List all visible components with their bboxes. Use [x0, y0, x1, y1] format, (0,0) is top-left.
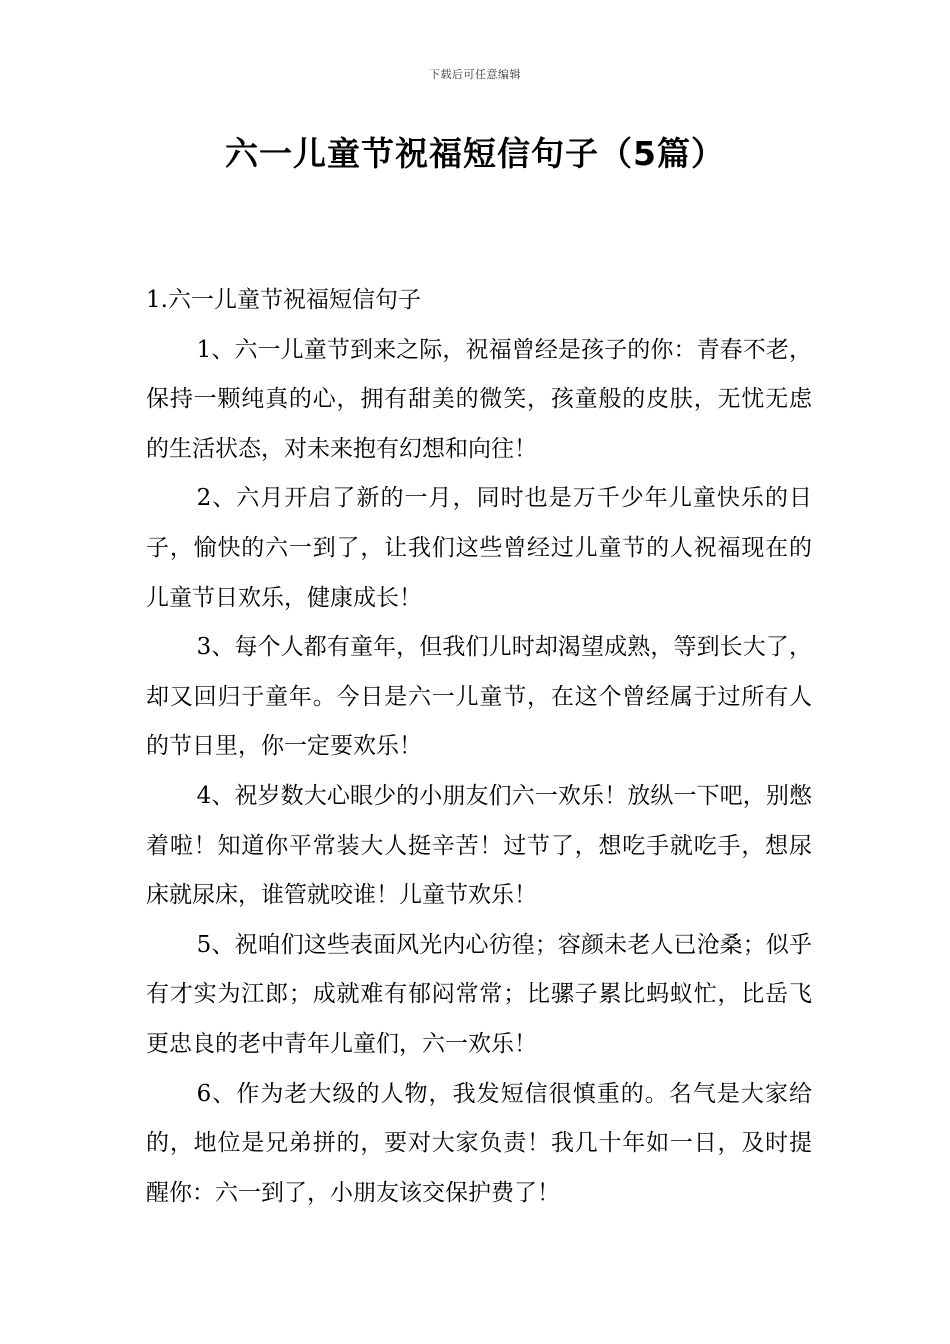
paragraph-6: 6、作为老大级的人物，我发短信很慎重的。名气是大家给的，地位是兄弟拼的，要对大家负责！我几十年如一日，及时提醒你：六一到了，小朋友该交保护费了！: [146, 1080, 812, 1206]
paragraph-2: 2、六月开启了新的一月，同时也是万千少年儿童快乐的日子，愉快的六一到了，让我们这些曾经过儿童节的人祝福现在的儿童节日欢乐，健康成长！: [146, 485, 812, 611]
paragraph-5: 5、祝咱们这些表面风光内心彷徨；容颜未老人已沧桑；似乎有才实为江郎；成就难有郁闷常常；比骡子累比蚂蚁忙，比岳飞更忠良的老中青年儿童们，六一欢乐！: [146, 931, 812, 1057]
paragraph-1: 1、六一儿童节到来之际，祝福曾经是孩子的你：青春不老，保持一颗纯真的心，拥有甜美的微笑，孩童般的皮肤，无忧无虑的生活状态，对未来抱有幻想和向往！: [146, 336, 812, 462]
document-body: [146, 276, 812, 1218]
document-title: 六一儿童节祝福短信句子（5篇）: [225, 134, 725, 173]
paragraph-3: 3、每个人都有童年，但我们儿时却渴望成熟，等到长大了，却又回归于童年。今日是六一儿童节，在这个曾经属于过所有人的节日里，你一定要欢乐！: [146, 634, 812, 760]
header-note: 下载后可任意编辑: [429, 68, 521, 81]
section-heading: 1.六一儿童节祝福短信句子: [146, 287, 421, 313]
paragraph-4: 4、祝岁数大心眼少的小朋友们六一欢乐！放纵一下吧，别憋着啦！知道你平常装大人挺辛苦！过节了，想吃手就吃手，想尿床就尿床，谁管就咬谁！儿童节欢乐！: [146, 782, 812, 909]
